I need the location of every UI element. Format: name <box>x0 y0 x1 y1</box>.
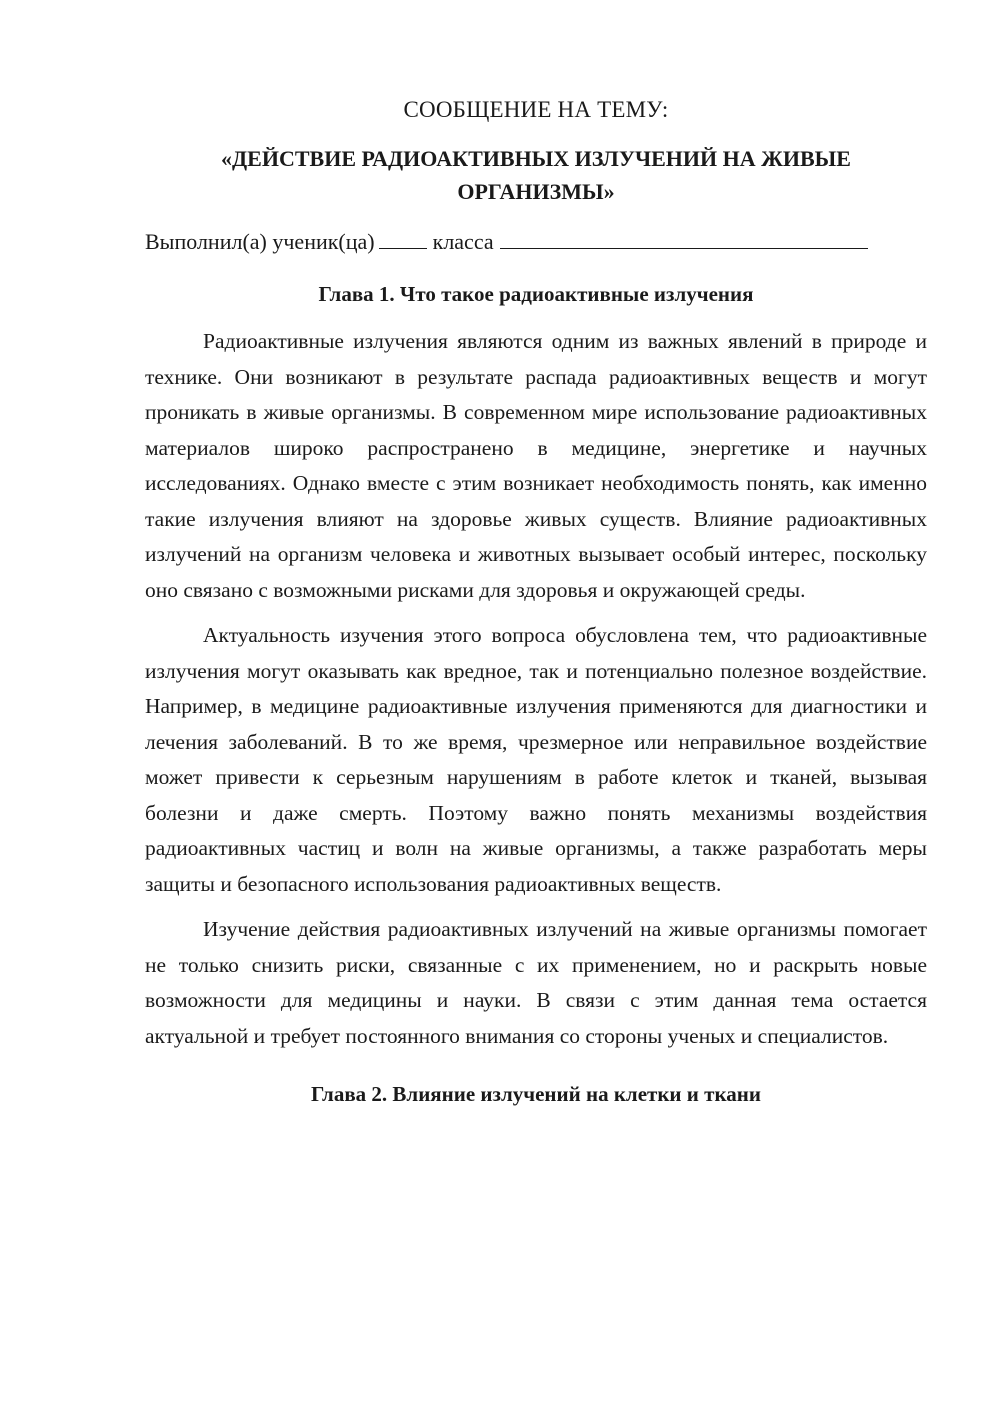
document-kicker: СООБЩЕНИЕ НА ТЕМУ: <box>403 97 669 122</box>
chapter-1-heading: Глава 1. Что такое радиоактивные излучения <box>318 282 754 306</box>
chapter-1-paragraph: Изучение действия радиоактивных излучений на живые организмы помогает не только снизить риски, связанные с их применением, но и раскрыть новые возможности для медицины и науки. В связи с этим данная тема остается актуальной и требует постоянного внимания со стороны ученых и специалистов. <box>145 917 927 1048</box>
chapter-2-heading: Глава 2. Влияние излучений на клетки и ткани <box>311 1082 761 1106</box>
document-title: «ДЕЙСТВИЕ РАДИОАКТИВНЫХ ИЗЛУЧЕНИЙ НА ЖИВЫЕ ОРГАНИЗМЫ» <box>221 146 851 204</box>
document-page <box>145 96 927 1108</box>
chapter-1-paragraph: Актуальность изучения этого вопроса обусловлена тем, что радиоактивные излучения могут оказывать как вредное, так и потенциально полезное воздействие. Например, в медицине радиоактивные излучения применяются для диагностики и лечения заболеваний. В то же время, чрезмерное или неправильное воздействие может привести к серьезным нарушениям в работе клеток и тканей, вызывая болезни и даже смерть. Поэтому важно понять механизмы воздействия радиоактивных частиц и волн на живые организмы, а также разработать меры защиты и безопасного использования радиоактивных веществ. <box>145 623 927 896</box>
signature-prefix: Выполнил(а) ученик(ца) <box>145 229 375 254</box>
signature-line <box>145 226 927 256</box>
class-number-blank <box>379 226 427 249</box>
student-name-blank <box>500 226 868 249</box>
chapter-1-paragraph: Радиоактивные излучения являются одним из важных явлений в природе и технике. Они возникают в результате распада радиоактивных веществ и могут проникать в живые организмы. В современном мире использование радиоактивных материалов широко распространено в медицине, энергетике и научных исследованиях. Однако вместе с этим возникает необходимость понять, как именно такие излучения влияют на здоровье живых существ. Влияние радиоактивных излучений на организм человека и животных вызывает особый интерес, поскольку оно связано с возможными рисками для здоровья и окружающей среды. <box>145 329 927 602</box>
class-label: класса <box>432 229 494 254</box>
